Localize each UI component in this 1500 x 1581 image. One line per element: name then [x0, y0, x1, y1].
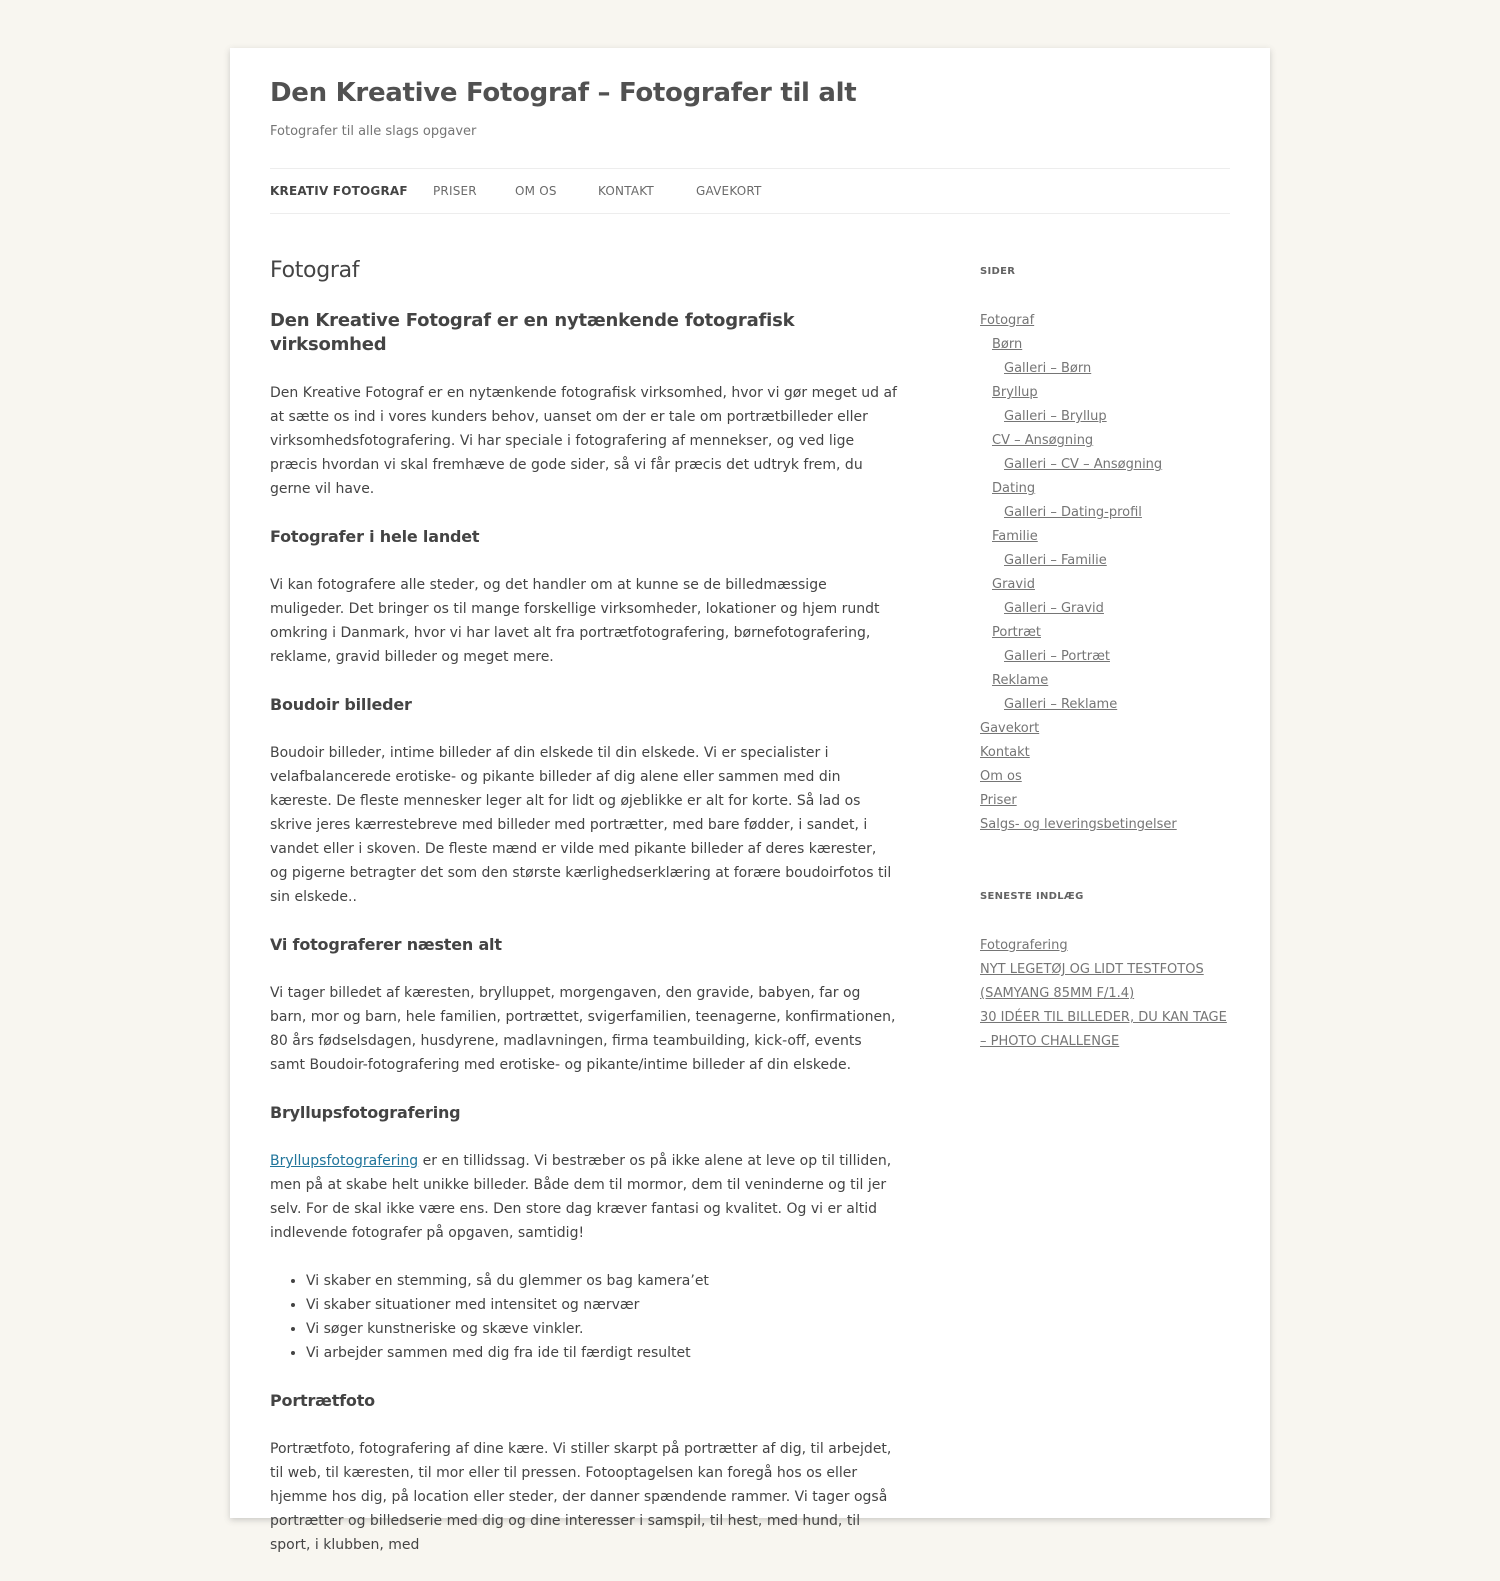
list-item [980, 1006, 1230, 1054]
sidebar-page-link[interactable]: CV – Ansøgning [992, 433, 1094, 448]
list-item [980, 549, 1230, 573]
sidebar-page-link[interactable]: Om os [980, 769, 1022, 784]
recent-posts-list [980, 934, 1230, 1054]
sidebar-page-link[interactable]: Familie [992, 529, 1038, 544]
sidebar-page-link[interactable]: Priser [980, 793, 1017, 808]
nav-item-kontakt[interactable]: KONTAKT [598, 184, 654, 198]
sidebar-page-link[interactable]: Galleri – Gravid [1004, 601, 1104, 616]
section-heading: Boudoir billeder [270, 695, 412, 714]
section-text-rest: er en tillidssag. Vi bestræber os på ikke alene at leve op til tilliden, men på at skabe helt unikke billeder. Både dem til mormor, dem til veninderne og til jer selv. For de skal ikke være ens. Den store dag kræver fantasi og kvalitet. Og vi er altid indlevende fotografer på opgaven, samtidig! [270, 1153, 892, 1241]
page-title: Fotograf [270, 258, 360, 283]
section-text [270, 1149, 898, 1245]
list-item [980, 597, 1230, 621]
sidebar-page-link[interactable]: Galleri – Portræt [1004, 649, 1110, 664]
list-item [980, 477, 1230, 501]
sidebar-page-link[interactable]: Galleri – Børn [1004, 361, 1092, 376]
list-item [980, 381, 1230, 405]
sidebar-page-link[interactable]: Galleri – Reklame [1004, 697, 1118, 712]
site-title[interactable]: Den Kreative Fotograf – Fotografer til alt [270, 78, 857, 108]
list-item [980, 573, 1230, 597]
list-item [980, 789, 1230, 813]
sidebar-page-link[interactable]: Dating [992, 481, 1036, 496]
section-text: Vi tager billedet af kæresten, brylluppet, morgengaven, den gravide, babyen, far og barn, mor og barn, hele familien, portrættet, svigerfamilien, teenagerne, konfirmationen, 80 års fødselsdagen, husdyrene, madlavningen, firma teambuilding, kick-off, events samt Boudoir-fotografering med erotiske- og pikante/intime billeder af din elskede. [270, 985, 896, 1073]
list-item: • Vi skaber en stemming, så du glemmer os bag kamera’et [306, 1269, 898, 1293]
list-item [980, 765, 1230, 789]
sidebar-page-link[interactable]: Salgs- og leveringsbetingelser [980, 817, 1177, 832]
nav-item-om-os[interactable]: OM OS [515, 184, 557, 198]
list-item [980, 717, 1230, 741]
list-item: • Vi skaber situationer med intensitet og nærvær [306, 1293, 898, 1317]
recent-post-link[interactable]: 30 IDÉER TIL BILLEDER, DU KAN TAGE – PHOTO CHALLENGE [980, 1010, 1227, 1049]
list-item [980, 501, 1230, 525]
list-item [980, 813, 1230, 837]
widget-title-recent: SENESTE INDLÆG [980, 891, 1084, 902]
section-text: Boudoir billeder, intime billeder af din elskede til din elskede. Vi er specialister i velafbalancerede erotiske- og pikante billeder af dig alene eller sammen med din kæreste. De fleste mennesker leger alt for lidt og øjeblikke er alt for korte. Så lad os skrive jeres kærrestebreve med billeder med portrætter, med bare fødder, i sandet, i vandet eller i skoven. De fleste mænd er vilde med pikante billeder af deres kærester, og pigerne betragter det som den største kærlighedserklæring at forære boudoirfotos til sin elskede.. [270, 745, 892, 905]
list-item [980, 405, 1230, 429]
bryllupsfotografering-link[interactable]: Bryllupsfotografering [270, 1153, 419, 1169]
sidebar [980, 266, 1230, 1054]
list-item: • Vi søger kunstneriske og skæve vinkler. [306, 1317, 898, 1341]
pages-widget [980, 266, 1230, 837]
main-navigation [270, 168, 1230, 214]
section-text: Den Kreative Fotograf er en nytænkende fotografisk virksomhed, hvor vi gør meget ud af at sætte os ind i vores kunders behov, uanset om der er tale om portrætbilleder eller virksomhedsfotografering. Vi har speciale i fotografering af mennekser, og ved lige præcis hvordan vi skal fremhæve de gode sider, så vi får præcis det udtryk frem, du gerne vil have. [270, 385, 897, 497]
list-item [980, 741, 1230, 765]
list-item [980, 645, 1230, 669]
sidebar-page-link[interactable]: Gravid [992, 577, 1035, 592]
pages-list [980, 309, 1230, 837]
list-item [980, 333, 1230, 357]
sidebar-page-link[interactable]: Galleri – CV – Ansøgning [1004, 457, 1163, 472]
sidebar-page-link[interactable]: Portræt [992, 625, 1041, 640]
main-content [270, 258, 898, 1581]
sidebar-page-link[interactable]: Gavekort [980, 721, 1040, 736]
section-heading: Portrætfoto [270, 1391, 375, 1410]
list-item [980, 357, 1230, 381]
section-heading: Den Kreative Fotograf er en nytænkende fotografisk virksomhed [270, 310, 795, 355]
list-item [980, 693, 1230, 717]
sidebar-page-link[interactable]: Kontakt [980, 745, 1030, 760]
section-text: Vi kan fotografere alle steder, og det handler om at kunne se de billedmæssige muligeder. Det bringer os til mange forskellige virksomheder, lokationer og hjem rundt omkring i Danmark, hvor vi har lavet alt fra portrætfotografering, børnefotografering, reklame, gravid billeder og meget mere. [270, 577, 880, 665]
nav-item-kreativ-fotograf[interactable]: KREATIV FOTOGRAF [270, 184, 408, 198]
list-item [980, 453, 1230, 477]
section-heading: Fotografer i hele landet [270, 527, 480, 546]
list-item [980, 958, 1230, 1006]
sidebar-page-link[interactable]: Børn [992, 337, 1023, 352]
list-item [980, 669, 1230, 693]
sidebar-page-link[interactable]: Galleri – Bryllup [1004, 409, 1107, 424]
nav-item-gavekort[interactable]: GAVEKORT [696, 184, 762, 198]
list-item [980, 309, 1230, 333]
recent-posts-widget [980, 891, 1230, 1054]
list-item [980, 621, 1230, 645]
page-container [230, 48, 1270, 1553]
recent-post-link[interactable]: Fotografering [980, 938, 1068, 953]
widget-title-pages: SIDER [980, 266, 1016, 277]
sidebar-page-link[interactable]: Galleri – Dating-profil [1004, 505, 1142, 520]
list-item [980, 429, 1230, 453]
sidebar-page-link[interactable]: Galleri – Familie [1004, 553, 1107, 568]
sidebar-page-link[interactable]: Fotograf [980, 313, 1035, 328]
bullet-list [270, 1269, 898, 1365]
nav-item-priser[interactable]: PRISER [433, 184, 477, 198]
site-tagline: Fotografer til alle slags opgaver [270, 124, 477, 139]
recent-post-link[interactable]: NYT LEGETØJ OG LIDT TESTFOTOS (SAMYANG 85MM F/1.4) [980, 962, 1204, 1001]
list-item: • Vi arbejder sammen med dig fra ide til færdigt resultet [306, 1341, 898, 1365]
sidebar-page-link[interactable]: Bryllup [992, 385, 1038, 400]
sidebar-page-link[interactable]: Reklame [992, 673, 1049, 688]
section-heading: Bryllupsfotografering [270, 1103, 461, 1122]
list-item [980, 934, 1230, 958]
section-text: Portrætfoto, fotografering af dine kære. Vi stiller skarpt på portrætter af dig, til arbejdet, til web, til kæresten, til mor eller til pressen. Fotooptagelsen kan foregå hos os eller hjemme hos dig, på location eller steder, der danner spændende rammer. Vi tager også portrætter og billedserie med dig og dine interesser i samspil, til hest, med hund, til sport, i klubben, med [270, 1441, 892, 1553]
list-item [980, 525, 1230, 549]
section-heading: Vi fotograferer næsten alt [270, 935, 502, 954]
